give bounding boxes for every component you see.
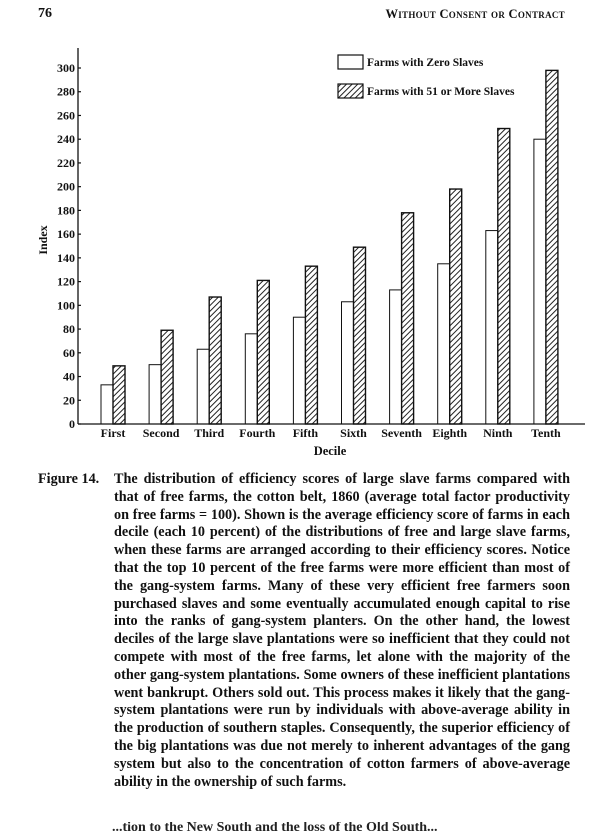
y-tick-label: 40	[63, 369, 75, 384]
x-axis-label: Decile	[313, 444, 347, 458]
x-tick-label: Sixth	[340, 426, 367, 440]
y-tick-label: 60	[63, 345, 75, 360]
y-tick-label: 220	[57, 155, 75, 170]
bar-zero-slaves	[390, 290, 402, 424]
y-tick-label: 280	[57, 84, 75, 99]
bar-51-plus-slaves	[450, 189, 462, 424]
bar-zero-slaves	[534, 139, 546, 424]
legend-swatch-51-plus-slaves	[338, 84, 363, 98]
y-tick-label: 200	[57, 179, 75, 194]
y-axis	[57, 48, 81, 431]
y-tick-label: 20	[63, 393, 75, 408]
bar-51-plus-slaves	[402, 213, 414, 424]
y-tick-label: 80	[63, 322, 75, 337]
y-tick-label: 300	[57, 61, 75, 75]
x-tick-label: Tenth	[531, 426, 561, 440]
bar-51-plus-slaves	[305, 266, 317, 424]
bar-zero-slaves	[486, 231, 498, 424]
page-number: 76	[38, 6, 52, 21]
figure-label: Figure 14.	[38, 471, 100, 487]
bar-51-plus-slaves	[546, 70, 558, 424]
bar-zero-slaves	[342, 302, 354, 424]
x-tick-label: Second	[142, 426, 180, 440]
x-axis	[78, 424, 585, 440]
figure-caption	[38, 471, 570, 791]
bars	[101, 70, 558, 424]
legend-label-zero-slaves: Farms with Zero Slaves	[367, 57, 484, 69]
next-paragraph-text: ...tion to the New South and the loss of the Old South...	[112, 822, 438, 834]
y-tick-label: 0	[69, 417, 75, 431]
bar-51-plus-slaves	[354, 247, 366, 424]
bar-zero-slaves	[293, 317, 305, 424]
bar-51-plus-slaves	[113, 366, 125, 424]
bar-51-plus-slaves	[257, 280, 269, 424]
x-tick-label: Ninth	[483, 426, 513, 440]
legend	[338, 55, 515, 98]
bar-zero-slaves	[149, 365, 161, 424]
legend-swatch-zero-slaves	[338, 55, 363, 69]
next-paragraph-cutoff	[112, 822, 572, 834]
bar-51-plus-slaves	[161, 330, 173, 424]
x-tick-label: First	[100, 426, 126, 440]
y-tick-label: 240	[57, 132, 75, 147]
x-tick-label: Fifth	[292, 426, 319, 440]
y-tick-label: 160	[57, 227, 75, 242]
x-tick-label: Fourth	[239, 426, 276, 440]
caption-text: The distribution of efficiency scores of large slave farms compared with that of free farms, the cotton belt, 1860 (average total factor productivity on free farms = 100). Shown is the average efficiency score of farms in each decile (each 10 percent) of the distributions of free and large slave farms, when these farms are arranged according to their efficiency scores. Notice that the top 10 percent of the free farms were more efficient than most of the gang-system farms. Many of these very efficient free farmers soon purchased slaves and some eventually accumulated enough capital to rise into the ranks of gang-system planters. On the other hand, the lowest deciles of the large slave plantations were so inefficient that they could not compete with most of the free farms, let alone with the majority of the other gang-system plantations. Some owners of these inefficient plantations went bankrupt. Others sold out. This process makes it likely that the gang-system plantations were run by individuals with above-average ability in the production of southern staples. Consequently, the superior efficiency of the big plantations was due not merely to inherent advantages of the gang system but also to the concentration of cotton farmers of above-average ability in the ownership of such farms.	[114, 471, 570, 790]
running-head: Without Consent or Contract	[385, 7, 565, 21]
bar-51-plus-slaves	[498, 129, 510, 424]
y-tick-label: 100	[57, 298, 75, 313]
bar-zero-slaves	[197, 349, 209, 424]
bar-51-plus-slaves	[209, 297, 221, 424]
x-tick-label: Third	[194, 426, 225, 440]
y-tick-label: 260	[57, 108, 75, 123]
y-axis-label: Index	[36, 225, 50, 255]
y-tick-label: 140	[57, 250, 75, 265]
bar-zero-slaves	[101, 385, 113, 424]
x-tick-label: Eighth	[432, 426, 468, 440]
legend-label-51-plus-slaves: Farms with 51 or More Slaves	[367, 86, 515, 98]
y-tick-label: 120	[57, 274, 75, 289]
bar-zero-slaves	[438, 264, 450, 424]
y-tick-label: 180	[57, 203, 75, 218]
x-tick-label: Seventh	[381, 426, 422, 440]
bar-zero-slaves	[245, 334, 257, 424]
